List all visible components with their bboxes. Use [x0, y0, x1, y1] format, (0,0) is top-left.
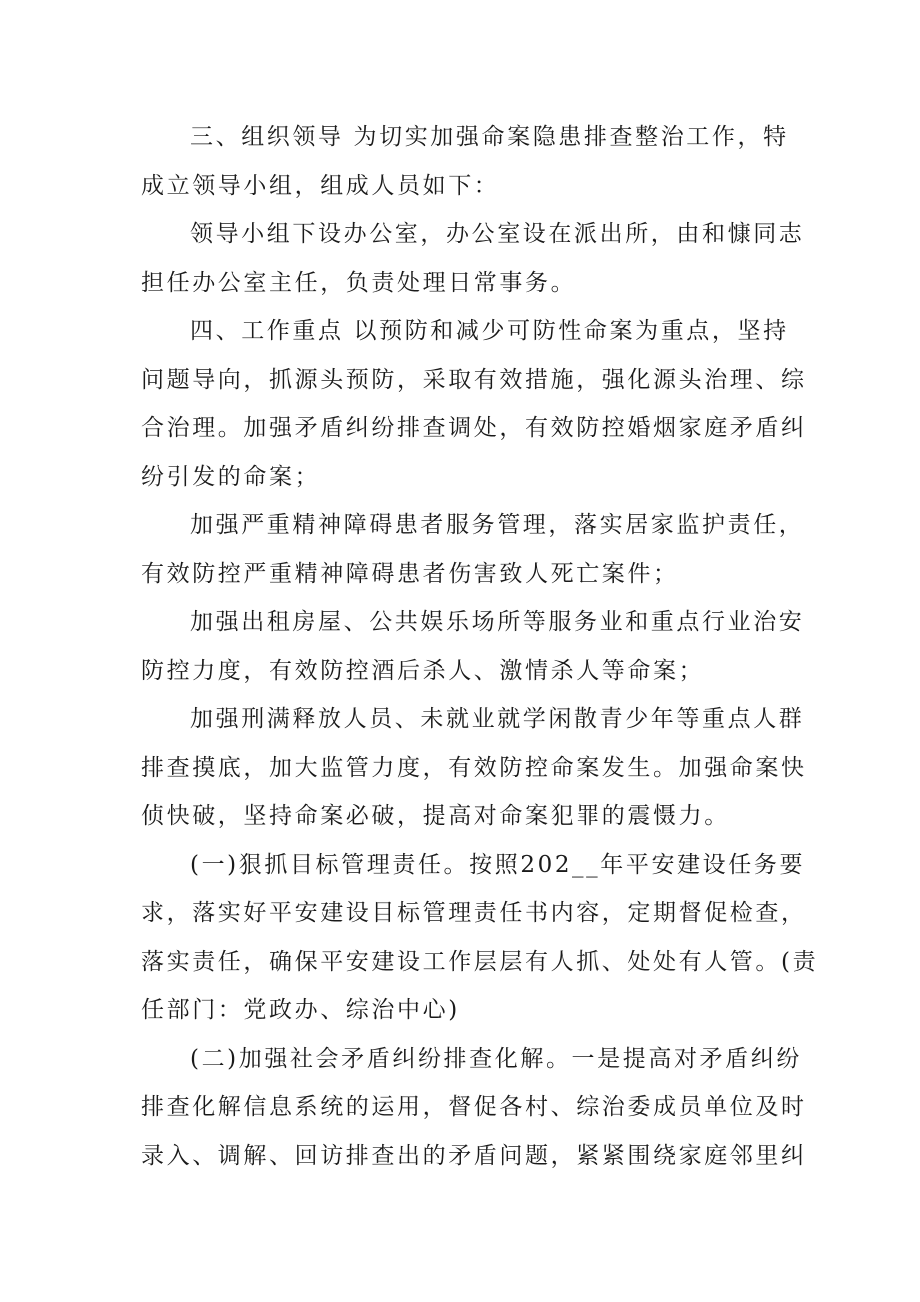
text-line: 排查摸底，加大监管力度，有效防控命案发生。加强命案快	[141, 755, 807, 781]
text-line: 领导小组下设办公室，办公室设在派出所，由和慷同志	[190, 221, 805, 247]
text-line: (二)加强社会矛盾纠纷排查化解。一是提高对矛盾纠纷	[190, 1046, 802, 1072]
text-line: 侦快破，坚持命案必破，提高对命案犯罪的震慑力。	[141, 803, 730, 829]
text-line: 合治理。加强矛盾纠纷排查调处，有效防控婚烟家庭矛盾纠	[141, 415, 807, 441]
text-line: 加强出租房屋、公共娱乐场所等服务业和重点行业治安	[190, 609, 805, 635]
text-line: 落实责任，确保平安建设工作层层有人抓、处处有人管。(责	[141, 949, 819, 975]
text-line: 纷引发的命案；	[141, 464, 321, 490]
text-line: 四、工作重点 以预防和减少可防性命案为重点，坚持	[190, 318, 789, 344]
text-line: 防控力度，有效防控酒后杀人、激情杀人等命案；	[141, 658, 705, 684]
text-line: 求，落实好平安建设目标管理责任书内容，定期督促检查，	[141, 900, 807, 926]
text-line: 有效防控严重精神障碍患者伤害致人死亡案件；	[141, 561, 679, 587]
text-line: 成立领导小组，组成人员如下：	[141, 173, 500, 199]
text-line: (一)狠抓目标管理责任。按照202__年平安建设任务要	[190, 852, 806, 878]
text-line: 问题导向，抓源头预防，采取有效措施，强化源头治理、综	[141, 367, 807, 393]
text-line: 加强刑满释放人员、未就业就学闲散青少年等重点人群	[190, 706, 805, 732]
text-line: 加强严重精神障碍患者服务管理，落实居家监护责任，	[190, 512, 805, 538]
text-line: 三、组织领导 为切实加强命案隐患排查整治工作，特	[190, 124, 789, 150]
text-line: 任部门：党政办、综治中心)	[141, 997, 460, 1023]
text-line: 担任办公室主任，负责处理日常事务。	[141, 270, 577, 296]
text-line: 排查化解信息系统的运用，督促各村、综治委成员单位及时	[141, 1094, 807, 1120]
text-line: 录入、调解、回访排查出的矛盾问题，紧紧围绕家庭邻里纠	[141, 1143, 807, 1169]
